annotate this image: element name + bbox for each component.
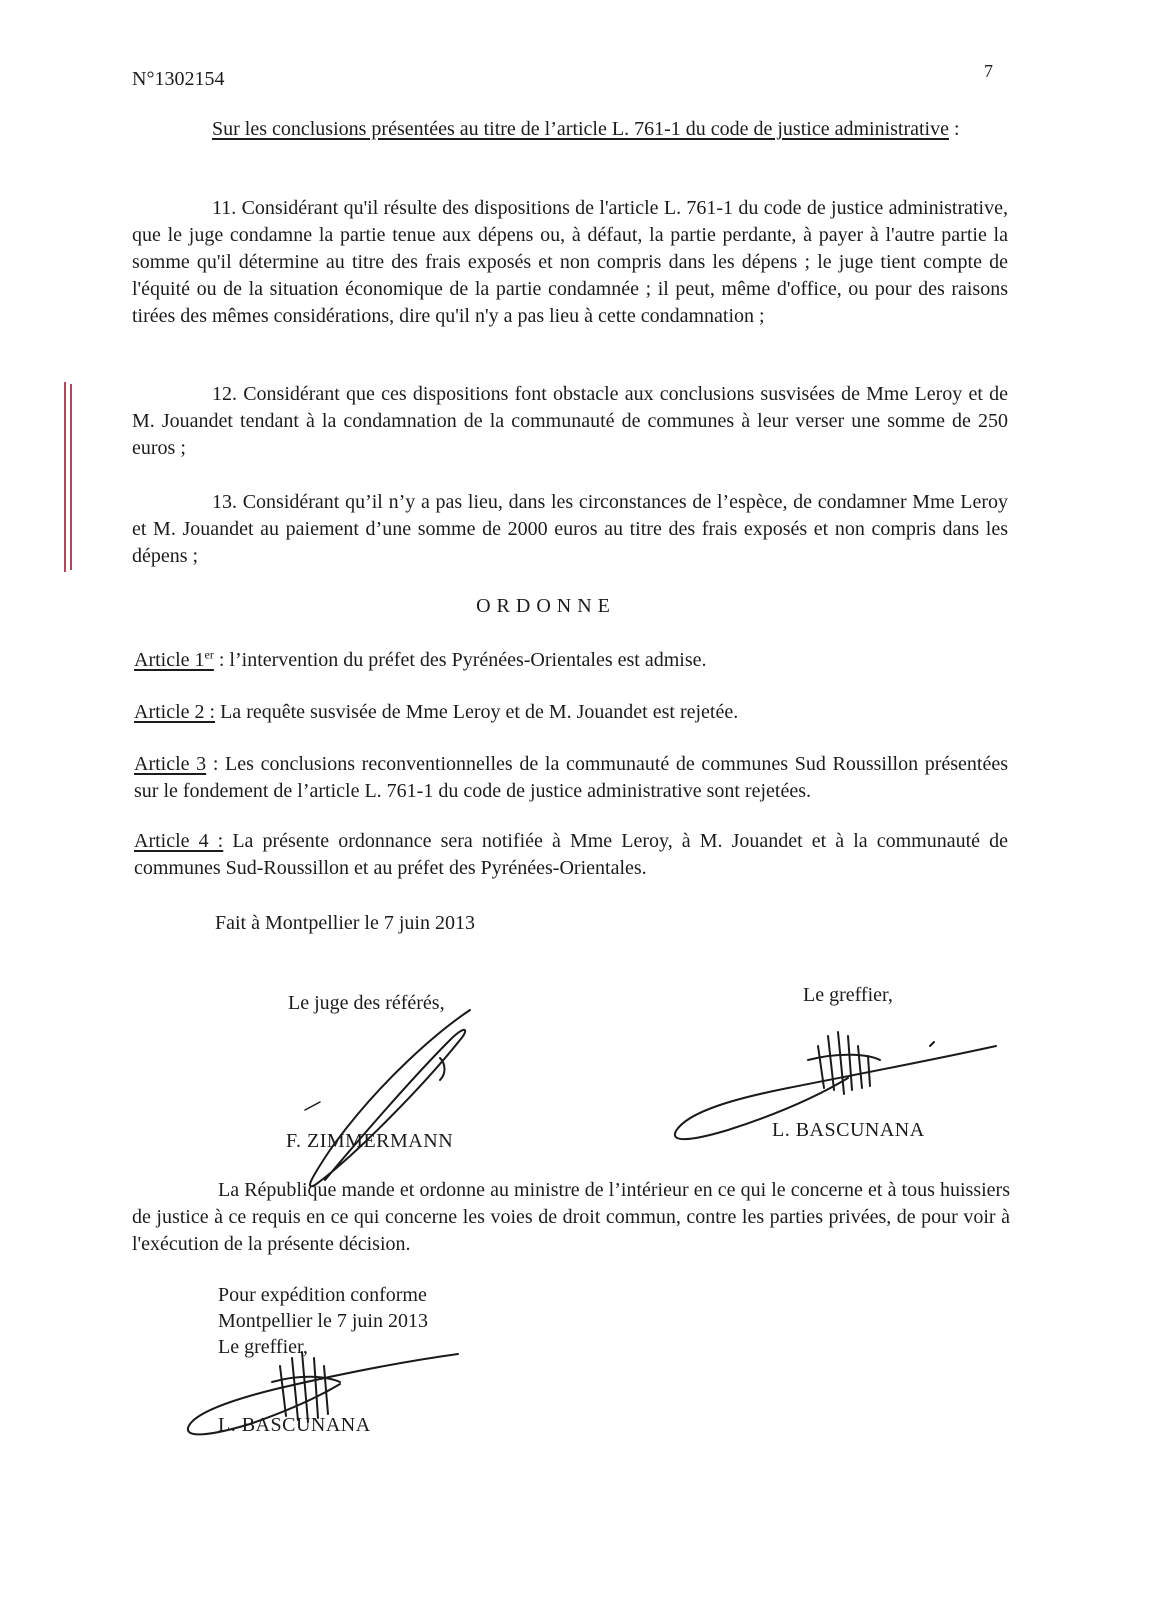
considerant-12: 12. Considérant que ces dispositions font obstacle aux conclusions susvisées de Mme Leroy et de M. Jouandet tendant à la condamnation de la communauté de communes à leur verser une somme de 250 euros ; [132,383,1008,459]
article-2 [134,699,1008,726]
article-3-sep: : [206,753,219,775]
judge-name: F. ZIMMERMANN [286,1130,454,1152]
certification-line-2: Montpellier le 7 juin 2013 [218,1310,428,1332]
considerant-11: 11. Considérant qu'il résulte des dispositions de l'article L. 761-1 du code de justice administrative, que le juge condamne la partie tenue aux dépens ou, à défaut, la partie perdante, à payer à l'autre partie la somme qu'il détermine au titre des frais exposés et non compris dans les dépens ; le juge tient compte de l'équité ou de la situation économique de la partie condamnée ; il peut, même d'office, ou pour des raisons tirées des mêmes considérations, dire qu'il n'y a pas lieu à cette condamnation ; [132,197,1008,327]
article-3-text: Les conclusions reconventionnelles de la communauté de communes Sud Roussillon présentées sur le fondement de l’article L. 761-1 du code de justice administrative sont rejetées. [134,753,1009,802]
certification-line-1: Pour expédition conforme [218,1284,427,1306]
article-2-label: Article 2 : [134,701,216,723]
article-1-sep: : [213,649,225,671]
article-1-sup: er [204,647,214,662]
section-heading-text: Sur les conclusions présentées au titre de l’article L. 761-1 du code de justice administrative [212,118,949,140]
page-number: 7 [984,61,993,81]
article-4 [134,828,1008,882]
article-4-label: Article 4 : [134,830,224,852]
article-3 [134,751,1008,805]
executory-formula: La République mande et ordonne au ministre de l’intérieur en ce qui le concerne et à tous huissiers de justice à ce requis en ce qui concerne les voies de droit commun, contre les parties privées, de pour voir à l'exécution de la présente décision. [132,1179,1010,1255]
article-4-text: La présente ordonnance sera notifiée à Mme Leroy, à M. Jouandet et à la communauté de communes Sud-Roussillon et au préfet des Pyrénées-Orientales. [134,830,1008,879]
certification-name: L. BASCUNANA [218,1414,371,1436]
case-number: N°1302154 [132,68,225,90]
certification-line-3: Le greffier, [218,1336,308,1358]
article-1-text: l’intervention du préfet des Pyrénées-Orientales est admise. [224,649,707,671]
margin-mark-left [64,382,66,572]
margin-mark-right [70,384,72,570]
section-heading-suffix: : [949,118,960,140]
considerant-13: 13. Considérant qu’il n’y a pas lieu, dans les circonstances de l’espèce, de condamner Mme Leroy et M. Jouandet au paiement d’une somme de 2000 euros au titre des frais exposés et non compris dans les dépens ; [132,491,1008,567]
judge-title: Le juge des référés, [288,992,445,1014]
judge-signature [290,1000,490,1200]
clerk-name: L. BASCUNANA [772,1119,925,1141]
article-3-label: Article 3 [134,753,207,775]
fait-a: Fait à Montpellier le 7 juin 2013 [215,912,475,934]
ordonne-heading: ORDONNE [476,595,616,617]
section-heading [132,116,1008,143]
article-1-label: Article 1er [134,647,214,671]
article-2-text: La requête susvisée de Mme Leroy et de M. Jouandet est rejetée. [215,701,739,723]
article-1 [134,647,1008,674]
clerk-title: Le greffier, [803,984,893,1006]
